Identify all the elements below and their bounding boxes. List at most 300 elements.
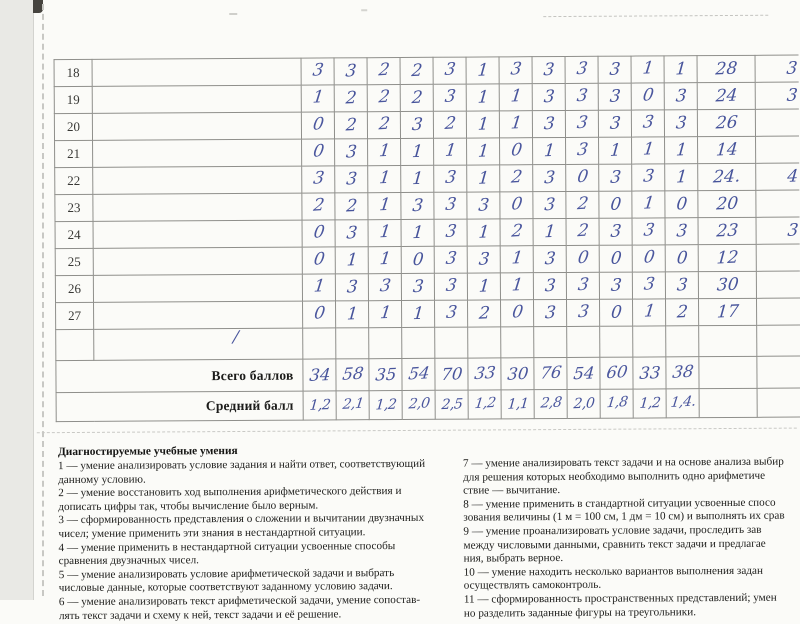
handwritten-score: 2 bbox=[675, 302, 689, 323]
handwritten-value: 2,5 bbox=[440, 396, 463, 414]
score-cell bbox=[566, 272, 599, 299]
score-cell bbox=[301, 85, 334, 112]
student-name-cell bbox=[93, 166, 302, 194]
handwritten-score: 3 bbox=[608, 167, 622, 188]
totals-row-value-cell bbox=[303, 359, 336, 391]
score-cell bbox=[664, 110, 697, 137]
totals-row-value-cell bbox=[501, 358, 534, 390]
handwritten-score: 2 bbox=[377, 113, 391, 135]
score-cell bbox=[631, 56, 664, 83]
score-cell bbox=[434, 138, 467, 165]
handwritten-score: 0 bbox=[576, 247, 590, 269]
handwritten-total: 14 bbox=[714, 139, 739, 161]
note-item bbox=[58, 539, 458, 569]
handwritten-score: 3 bbox=[345, 169, 358, 190]
fold-mark-left bbox=[42, 4, 44, 596]
totals-row-value-cell bbox=[402, 358, 435, 390]
handwritten-score: 3 bbox=[575, 58, 589, 80]
score-cell bbox=[367, 57, 400, 84]
totals-row-label: Всего баллов bbox=[56, 359, 303, 393]
score-cell bbox=[467, 273, 500, 300]
handwritten-score: 3 bbox=[411, 276, 425, 298]
score-cell bbox=[631, 83, 664, 110]
handwritten-score: 3 bbox=[444, 221, 458, 243]
handwritten-score: 1 bbox=[641, 193, 656, 214]
handwritten-value: 33 bbox=[638, 362, 661, 383]
handwritten-score: 3 bbox=[609, 221, 622, 242]
handwritten-value: 1,2 bbox=[473, 394, 497, 413]
handwritten-score: 1 bbox=[477, 276, 491, 297]
score-cell bbox=[335, 220, 368, 247]
note-item bbox=[464, 564, 800, 593]
score-cell bbox=[664, 56, 697, 83]
handwritten-score: 3 bbox=[642, 220, 656, 241]
handwritten-score: 3 bbox=[576, 301, 590, 323]
fold-mark-top bbox=[543, 15, 768, 17]
note-item bbox=[464, 591, 800, 620]
score-cell bbox=[565, 83, 598, 110]
handwritten-score: 1 bbox=[410, 141, 424, 163]
score-cell bbox=[434, 273, 467, 300]
score-cell bbox=[368, 165, 401, 192]
student-name-cell bbox=[94, 301, 303, 329]
average-row-blank-cell bbox=[699, 388, 757, 417]
score-cell bbox=[500, 246, 533, 273]
spacer-cell bbox=[699, 325, 757, 356]
score-cell bbox=[566, 299, 599, 326]
edge-cell bbox=[756, 163, 800, 190]
score-cell bbox=[632, 245, 665, 272]
handwritten-score: 3 bbox=[311, 60, 325, 81]
score-cell bbox=[566, 164, 599, 191]
note-line: 2 — умение восстановить ход выполнения арифметического действия и bbox=[58, 485, 402, 500]
row-number: 27 bbox=[56, 302, 94, 329]
handwritten-total: 28 bbox=[714, 58, 738, 80]
score-cell bbox=[334, 112, 367, 139]
score-cell bbox=[466, 57, 499, 84]
note-line: 6 — умение анализировать текст арифметической задачи, умение сопостав- bbox=[58, 593, 421, 609]
score-cell bbox=[665, 245, 698, 272]
fold-mark-bottom bbox=[37, 428, 797, 434]
handwritten-score: 3 bbox=[311, 168, 326, 189]
handwritten-score: 0 bbox=[675, 194, 688, 215]
score-cell bbox=[401, 219, 434, 246]
handwritten-score: 0 bbox=[312, 249, 326, 270]
handwritten-total: 23 bbox=[715, 220, 739, 242]
note-item bbox=[59, 594, 459, 624]
score-cell bbox=[334, 58, 367, 85]
handwritten-value: 2,1 bbox=[341, 395, 365, 413]
handwritten-score: 3 bbox=[542, 59, 555, 81]
handwritten-score: 3 bbox=[410, 114, 424, 136]
handwritten-score: 1 bbox=[674, 59, 687, 80]
handwritten-value: 1,2 bbox=[374, 396, 397, 414]
score-cell bbox=[532, 83, 565, 110]
handwritten-score: 1 bbox=[674, 167, 688, 188]
note-item bbox=[58, 512, 458, 542]
handwritten-score: 3 bbox=[608, 59, 621, 80]
handwritten-score: 0 bbox=[510, 301, 524, 323]
handwritten-value: 2,0 bbox=[407, 395, 431, 413]
handwritten-score: 3 bbox=[477, 249, 490, 270]
row-number: 18 bbox=[54, 59, 92, 86]
totals-row-edge-cell bbox=[757, 356, 800, 388]
score-cell bbox=[598, 110, 631, 137]
handwritten-score: 3 bbox=[675, 275, 689, 296]
handwritten-score: 2 bbox=[344, 115, 358, 136]
handwritten-score: 1 bbox=[476, 60, 489, 81]
spacer-cell bbox=[757, 325, 800, 356]
totals-row-value-cell bbox=[534, 357, 567, 389]
average-row-value-cell bbox=[633, 389, 666, 418]
score-cell bbox=[565, 110, 598, 137]
handwritten-score: 0 bbox=[311, 114, 325, 135]
handwritten-score: 3 bbox=[609, 275, 623, 296]
edge-cell bbox=[756, 190, 800, 217]
row-total-cell bbox=[698, 190, 756, 217]
note-line: 7 — умение анализировать текст задачи и на основе анализа выбир bbox=[462, 455, 784, 470]
handwritten-score: 0 bbox=[609, 302, 623, 323]
note-line: дописать цифры так, чтобы вычисление было верным. bbox=[58, 499, 319, 513]
score-cell bbox=[466, 84, 499, 111]
score-cell bbox=[368, 138, 401, 165]
totals-row-value-cell bbox=[567, 357, 600, 389]
score-cell bbox=[368, 219, 401, 246]
handwritten-score: 0 bbox=[609, 248, 622, 269]
handwritten-score: 2 bbox=[345, 196, 358, 217]
score-cell bbox=[566, 191, 599, 218]
note-line: 8 — умение применить в стандартной ситуации усвоенные спосо bbox=[463, 496, 776, 511]
score-cell bbox=[533, 137, 566, 164]
handwritten-value: 2,8 bbox=[539, 394, 563, 412]
handwritten-score: 3 bbox=[345, 223, 358, 244]
handwritten-total: 24. bbox=[712, 166, 742, 188]
totals-row-value-cell bbox=[468, 358, 501, 390]
score-cell bbox=[599, 272, 632, 299]
score-cell bbox=[368, 246, 401, 273]
row-total-cell bbox=[697, 109, 755, 136]
handwritten-total: 26 bbox=[714, 112, 739, 134]
handwritten-score: 3 bbox=[444, 275, 458, 296]
handwritten-score: 1 bbox=[377, 194, 392, 216]
handwritten-score: 2 bbox=[311, 195, 326, 216]
handwritten-score: 1 bbox=[509, 112, 523, 134]
average-row-value-cell bbox=[369, 390, 402, 419]
score-cell bbox=[301, 58, 334, 85]
score-cell bbox=[369, 300, 402, 327]
score-cell bbox=[500, 165, 533, 192]
score-cell bbox=[566, 245, 599, 272]
spacer-cell bbox=[567, 326, 600, 357]
score-cell bbox=[598, 83, 631, 110]
handwritten-score: 3 bbox=[443, 194, 458, 216]
note-line: 5 — умение анализировать условие арифметической задачи и выбрать bbox=[58, 566, 395, 581]
handwritten-score: 3 bbox=[443, 167, 458, 189]
spacer-row bbox=[56, 325, 800, 361]
handwritten-score: 3 bbox=[542, 86, 556, 108]
average-row-value-cell bbox=[336, 391, 369, 420]
score-cell bbox=[533, 191, 566, 218]
handwritten-score: 3 bbox=[575, 139, 589, 161]
handwritten-score: 2 bbox=[410, 60, 423, 82]
handwritten-total: 12 bbox=[715, 247, 739, 269]
score-cell bbox=[302, 139, 335, 166]
score-cell bbox=[500, 273, 533, 300]
handwritten-value: 70 bbox=[440, 363, 463, 384]
score-cell bbox=[565, 56, 598, 83]
score-cell bbox=[402, 300, 435, 327]
score-cell bbox=[599, 299, 632, 326]
handwritten-score: 1 bbox=[411, 303, 425, 325]
score-cell bbox=[632, 191, 665, 218]
scanner-margin bbox=[0, 0, 34, 600]
note-item bbox=[58, 485, 458, 515]
handwritten-score: 1 bbox=[377, 140, 391, 162]
score-cell bbox=[335, 193, 368, 220]
score-cell bbox=[368, 273, 401, 300]
score-cell bbox=[533, 218, 566, 245]
score-cell bbox=[335, 166, 368, 193]
score-cell bbox=[500, 192, 533, 219]
handwritten-score: 0 bbox=[575, 166, 589, 188]
totals-row-value-cell bbox=[435, 358, 468, 390]
handwritten-score: 3 bbox=[675, 221, 688, 242]
handwritten-score: 2 bbox=[377, 86, 391, 108]
note-line: 11 — сформированность пространственных представлений; умен bbox=[463, 591, 777, 606]
handwritten-score: 3 bbox=[411, 195, 424, 217]
score-cell bbox=[499, 84, 532, 111]
row-number: 20 bbox=[54, 113, 92, 140]
student-name-cell bbox=[93, 193, 302, 221]
handwritten-score: 1 bbox=[476, 141, 490, 162]
score-cell bbox=[533, 272, 566, 299]
handwritten-score: 2 bbox=[377, 59, 391, 81]
handwritten-total: 30 bbox=[715, 274, 740, 296]
score-cell bbox=[368, 192, 401, 219]
score-cell bbox=[632, 218, 665, 245]
score-cell bbox=[599, 218, 632, 245]
spacer-cell bbox=[633, 326, 666, 357]
handwritten-value: 1,2 bbox=[308, 397, 331, 414]
handwritten-value: 35 bbox=[374, 364, 397, 385]
score-cell bbox=[302, 220, 335, 247]
handwritten-score: 1 bbox=[476, 87, 490, 108]
handwritten-score: 1 bbox=[509, 85, 523, 107]
totals-row-value-cell bbox=[633, 357, 666, 389]
note-line: для решения которых необходимо выполнить одно арифметиче bbox=[463, 469, 766, 484]
handwritten-score: 1 bbox=[345, 250, 358, 271]
totals-row-value-cell bbox=[369, 358, 402, 390]
handwritten-score: 0 bbox=[509, 139, 523, 161]
totals-row-blank-cell bbox=[699, 356, 757, 388]
row-total-cell bbox=[698, 163, 756, 190]
handwritten-score: 3 bbox=[674, 86, 688, 107]
handwritten-score: 3 bbox=[509, 58, 523, 80]
handwritten-score: 3 bbox=[674, 113, 688, 134]
note-line: но разделить заданные фигуры на треугольники. bbox=[463, 605, 697, 620]
row-total-cell bbox=[698, 217, 756, 244]
note-line: 4 — умение применить в нестандартной ситуации усвоенные способы bbox=[58, 539, 396, 554]
handwritten-value: 54 bbox=[572, 362, 595, 383]
score-cell bbox=[467, 219, 500, 246]
average-row-value-cell bbox=[303, 391, 336, 420]
score-cell bbox=[631, 110, 664, 137]
score-cell bbox=[400, 84, 433, 111]
score-cell bbox=[467, 165, 500, 192]
spacer-cell bbox=[534, 326, 567, 357]
note-line: числовые данные, которые соответствуют заданному условию задачи. bbox=[58, 580, 393, 595]
edge-cell bbox=[755, 82, 799, 109]
handwritten-score: 0 bbox=[312, 303, 326, 324]
row-total-cell bbox=[698, 271, 756, 298]
handwritten-score: 3 bbox=[641, 112, 655, 133]
score-cell bbox=[401, 192, 434, 219]
handwritten-total: 20 bbox=[715, 193, 739, 215]
score-cell bbox=[302, 247, 335, 274]
score-cell bbox=[435, 300, 468, 327]
score-cell bbox=[532, 56, 565, 83]
score-cell bbox=[599, 245, 632, 272]
handwritten-score: 0 bbox=[642, 247, 656, 268]
note-item bbox=[463, 456, 800, 499]
spacer-cell bbox=[468, 327, 501, 358]
handwritten-score: 2 bbox=[575, 193, 590, 215]
handwritten-score: 1 bbox=[345, 304, 359, 325]
score-cell bbox=[632, 272, 665, 299]
handwritten-score: 1 bbox=[642, 301, 656, 322]
score-cell bbox=[302, 166, 335, 193]
handwritten-score: 3 bbox=[443, 86, 457, 108]
score-table-body bbox=[54, 55, 800, 422]
handwritten-value: 2,0 bbox=[572, 395, 595, 413]
score-cell bbox=[467, 192, 500, 219]
totals-row-value-cell bbox=[666, 357, 699, 389]
scan-artifact-mark bbox=[361, 9, 367, 11]
student-name-cell bbox=[93, 247, 302, 275]
spacer-cell bbox=[56, 329, 94, 360]
note-line: 3 — сформированность представления о сложении и вычитании двузначных bbox=[58, 512, 425, 527]
edge-cell bbox=[755, 55, 799, 82]
stray-pen-mark: / bbox=[232, 326, 240, 347]
average-row-value-cell bbox=[468, 390, 501, 419]
note-line: осуществлять самоконтроль. bbox=[463, 579, 602, 592]
note-line: ствие — вычитание. bbox=[463, 484, 561, 497]
row-total-cell bbox=[698, 136, 756, 163]
score-cell bbox=[434, 246, 467, 273]
handwritten-score: 1 bbox=[477, 168, 490, 189]
average-row-label: Средний балл bbox=[56, 391, 303, 422]
score-cell bbox=[534, 299, 567, 326]
score-cell bbox=[433, 57, 466, 84]
handwritten-total: 24 bbox=[714, 85, 738, 107]
handwritten-value: 34 bbox=[308, 364, 331, 385]
score-cell bbox=[302, 193, 335, 220]
score-cell bbox=[367, 84, 400, 111]
note-line: 9 — умение проанализировать условие задачи, проследить зав bbox=[463, 523, 762, 538]
handwritten-score: 2 bbox=[344, 88, 358, 109]
score-cell bbox=[632, 137, 665, 164]
handwritten-score: 2 bbox=[576, 220, 590, 242]
score-cell bbox=[665, 272, 698, 299]
handwritten-value: 76 bbox=[538, 361, 563, 383]
score-cell bbox=[599, 164, 632, 191]
score-cell bbox=[401, 138, 434, 165]
score-cell bbox=[466, 111, 499, 138]
student-name-cell bbox=[92, 58, 301, 86]
average-row-value-cell bbox=[402, 390, 435, 419]
note-line: данному условию. bbox=[58, 473, 146, 486]
score-cell bbox=[302, 274, 335, 301]
score-cell bbox=[401, 165, 434, 192]
handwritten-score: 1 bbox=[378, 302, 392, 324]
average-row-edge-cell bbox=[757, 388, 800, 417]
score-cell bbox=[367, 111, 400, 138]
handwritten-score: 3 bbox=[378, 275, 392, 297]
row-number: 26 bbox=[55, 275, 93, 302]
score-cell bbox=[336, 301, 369, 328]
handwritten-edge-mark: 3 bbox=[786, 85, 799, 106]
student-name-cell bbox=[92, 112, 301, 140]
score-cell bbox=[532, 110, 565, 137]
spacer-cell bbox=[435, 327, 468, 358]
edge-cell bbox=[756, 271, 800, 298]
diagnostic-score-table bbox=[54, 55, 800, 423]
totals-row bbox=[56, 356, 800, 393]
handwritten-score: 3 bbox=[543, 275, 557, 297]
note-line: между числовыми данными, сравнить текст задачи и предлагае bbox=[463, 537, 766, 552]
handwritten-total: 17 bbox=[715, 301, 740, 323]
handwritten-score: 1 bbox=[378, 221, 392, 243]
average-row bbox=[56, 388, 800, 422]
handwritten-score: 0 bbox=[509, 193, 524, 215]
handwritten-score: 3 bbox=[543, 167, 556, 189]
score-cell bbox=[665, 299, 698, 326]
handwritten-score: 2 bbox=[509, 166, 523, 188]
row-number: 23 bbox=[55, 194, 93, 221]
handwritten-score: 1 bbox=[510, 274, 524, 296]
score-cell bbox=[434, 192, 467, 219]
average-row-value-cell bbox=[435, 390, 468, 419]
handwritten-score: 1 bbox=[411, 168, 424, 190]
score-cell bbox=[467, 138, 500, 165]
handwritten-value: 54 bbox=[406, 362, 431, 383]
handwritten-score: 3 bbox=[543, 194, 556, 216]
row-number: 24 bbox=[55, 221, 93, 248]
handwritten-score: 3 bbox=[641, 166, 655, 187]
row-number: 19 bbox=[54, 86, 92, 113]
handwritten-score: 3 bbox=[608, 86, 622, 107]
handwritten-score: 1 bbox=[378, 248, 392, 270]
handwritten-score: 1 bbox=[510, 247, 524, 269]
score-cell bbox=[533, 164, 566, 191]
average-row-value-cell bbox=[534, 389, 567, 418]
average-row-value-cell bbox=[666, 389, 699, 418]
score-cell bbox=[335, 139, 368, 166]
edge-cell bbox=[756, 136, 800, 163]
handwritten-score: 3 bbox=[543, 302, 557, 324]
handwritten-score: 0 bbox=[641, 85, 655, 106]
score-cell bbox=[467, 246, 500, 273]
handwritten-value: 58 bbox=[340, 363, 365, 384]
handwritten-edge-mark: 3 bbox=[786, 220, 800, 241]
handwritten-score: 0 bbox=[411, 249, 424, 271]
row-total-cell bbox=[697, 55, 755, 82]
handwritten-score: 0 bbox=[675, 248, 688, 269]
score-cell bbox=[566, 218, 599, 245]
handwritten-score: 3 bbox=[477, 195, 490, 216]
spacer-cell bbox=[303, 328, 336, 359]
score-cell bbox=[533, 245, 566, 272]
